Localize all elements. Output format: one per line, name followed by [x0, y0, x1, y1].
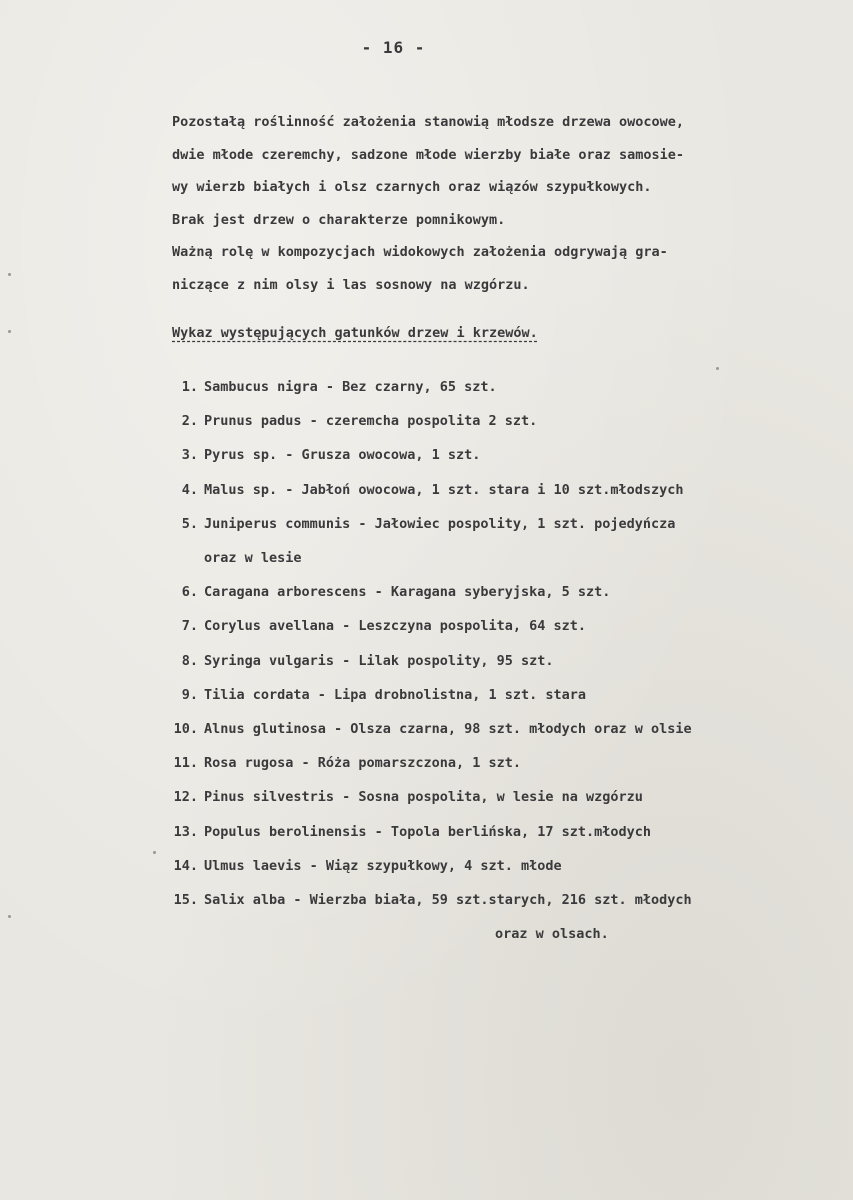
list-item: [160, 609, 840, 643]
paragraph-line: Pozostałą roślinność założenia stanowią młodsze drzewa owocowe,: [172, 114, 685, 130]
intro-paragraph: [172, 106, 832, 301]
list-item-number: 8.: [181, 652, 198, 669]
list-item-number: 7.: [181, 618, 198, 635]
list-item-number: 9.: [181, 686, 198, 703]
paragraph-line: niczące z nim olsy i las sosnowy na wzgórzu.: [172, 276, 530, 293]
list-item-text: Syringa vulgaris - Lilak pospolity, 95 szt.: [204, 652, 554, 669]
list-item-text: Juniperus communis - Jałowiec pospolity, 1 szt. pojedyńcza: [204, 515, 676, 532]
paragraph-line: Ważną rolę w kompozycjach widokowych założenia odgrywają gra-: [172, 244, 668, 260]
paper-speck: [8, 915, 11, 918]
paper-speck: [8, 273, 11, 276]
list-item-text: Tilia cordata - Lipa drobnolistna, 1 szt. stara: [204, 686, 587, 703]
list-item-text: Prunus padus - czeremcha pospolita 2 szt.: [204, 413, 538, 430]
species-list: [160, 370, 840, 951]
paper-speck: [716, 367, 719, 370]
list-item-number: 15.: [173, 892, 198, 909]
list-item: [160, 473, 840, 507]
list-item-text: Corylus avellana - Leszczyna pospolita, 64 szt.: [204, 618, 587, 635]
list-item-continuation: [160, 541, 840, 575]
paragraph-line: dwie młode czeremchy, sadzone młode wierzby białe oraz samosie-: [172, 146, 685, 163]
list-item-number: 12.: [173, 789, 198, 806]
page-number: - 16 -: [361, 38, 426, 57]
paper-speck: [8, 330, 11, 333]
list-item: [160, 678, 840, 712]
list-item: [160, 883, 840, 917]
list-item-number: 2.: [181, 413, 198, 430]
list-item: [160, 575, 840, 609]
list-item: [160, 712, 840, 746]
list-item-text: Sambucus nigra - Bez czarny, 65 szt.: [204, 379, 497, 395]
list-item-number: 1.: [181, 379, 198, 395]
list-item-number: 10.: [173, 721, 198, 738]
list-item-text: oraz w olsach.: [495, 926, 609, 943]
list-item-text: Alnus glutinosa - Olsza czarna, 98 szt. młodych oraz w olsie: [204, 721, 692, 738]
list-item-text: Caragana arborescens - Karagana syberyjska, 5 szt.: [204, 584, 611, 601]
paper-speck: [153, 851, 156, 854]
list-item-number: 6.: [181, 584, 198, 601]
list-item: [160, 746, 840, 780]
list-item-text: Pinus silvestris - Sosna pospolita, w lesie na wzgórzu: [204, 789, 643, 806]
list-item-number: 14.: [173, 857, 198, 874]
list-item-text: oraz w lesie: [204, 550, 302, 567]
list-item-number: 11.: [173, 755, 198, 772]
list-item-text: Salix alba - Wierzba biała, 59 szt.starych, 216 szt. młodych: [204, 892, 692, 909]
list-item: [160, 438, 840, 472]
list-item: [160, 780, 840, 814]
list-item: [160, 507, 840, 541]
list-item: [160, 815, 840, 849]
paragraph-line: Brak jest drzew o charakterze pomnikowym.: [172, 211, 506, 228]
list-item-number: 3.: [181, 447, 198, 464]
species-list-heading: Wykaz występujących gatunków drzew i krzewów.: [172, 325, 538, 341]
list-item-number: 13.: [173, 823, 198, 840]
list-item: [160, 644, 840, 678]
list-item-text: Populus berolinensis - Topola berlińska, 17 szt.młodych: [204, 823, 652, 840]
list-item-number: 4.: [181, 481, 198, 498]
list-item: [160, 849, 840, 883]
list-item-text: Malus sp. - Jabłoń owocowa, 1 szt. stara i 10 szt.młodszych: [204, 481, 684, 498]
list-item-text: Rosa rugosa - Róża pomarszczona, 1 szt.: [204, 755, 521, 772]
paragraph-line: wy wierzb białych i olsz czarnych oraz wiązów szypułkowych.: [172, 179, 652, 195]
list-item: [160, 370, 840, 404]
list-item: [160, 404, 840, 438]
list-item-number: 5.: [181, 515, 198, 532]
list-item-continuation: [160, 917, 840, 951]
list-item-text: Pyrus sp. - Grusza owocowa, 1 szt.: [204, 447, 481, 464]
list-item-text: Ulmus laevis - Wiąz szypułkowy, 4 szt. młode: [204, 857, 562, 874]
